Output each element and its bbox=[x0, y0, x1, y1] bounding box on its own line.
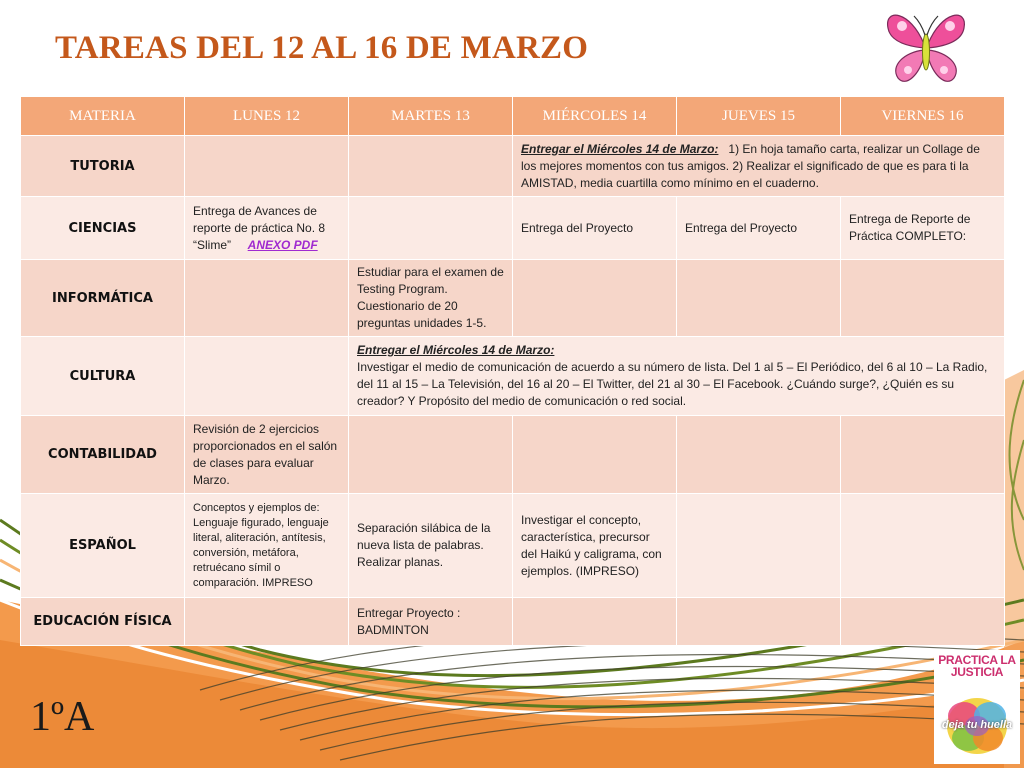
table-cell bbox=[349, 136, 513, 197]
table-cell bbox=[185, 494, 349, 598]
table-row bbox=[21, 416, 1005, 494]
task-text: 1) En hoja tamaño carta, realizar un Collage de los mejores momentos con tus amigos. 2) Realizar el significado de que es para ti la AMISTAD, media cuartilla como mínimo en el cuaderno. bbox=[521, 141, 980, 190]
table-cell bbox=[349, 197, 513, 260]
table-cell bbox=[185, 197, 349, 260]
task-text: Entrega de Reporte de Práctica COMPLETO: bbox=[849, 212, 971, 243]
table-row bbox=[21, 494, 1005, 598]
table-cell bbox=[513, 416, 677, 494]
task-text: Separación silábica de la nueva lista de palabras. Realizar planas. bbox=[357, 521, 491, 569]
column-header: VIERNES 16 bbox=[841, 97, 1005, 136]
table-cell bbox=[349, 416, 513, 494]
task-text: Conceptos y ejemplos de: Lenguaje figurado, lenguaje literal, aliteración, antítesis, conversión, metáfora, retruécano símil o comparación. IMPRESO bbox=[193, 501, 329, 589]
homework-table bbox=[20, 96, 1005, 646]
subject-cell: INFORMÁTICA bbox=[21, 260, 185, 337]
column-header: MARTES 13 bbox=[349, 97, 513, 136]
task-text: Entregar Proyecto : BADMINTON bbox=[357, 605, 461, 637]
task-text: Estudiar para el examen de Testing Program. Cuestionario de 20 preguntas unidades 1-5. bbox=[357, 265, 504, 330]
table-cell bbox=[841, 197, 1005, 260]
table-row bbox=[21, 260, 1005, 337]
table-header-row bbox=[21, 97, 1005, 136]
table-cell bbox=[841, 598, 1005, 646]
task-text: Investigar el medio de comunicación de acuerdo a su número de lista. Del 1 al 5 – El Periódico, del 6 al 10 – La Radio, del 11 al 15 – La Televisión, del 16 al 20 – El Twitter, del 21 al 30 – El Facebook. ¿Cuándo surge?, ¿Quién es su creador? Y Propósito del medio de comunicación o red social. bbox=[357, 360, 988, 408]
logo-title: PRACTICA LA JUSTICIA bbox=[938, 653, 1016, 679]
table-cell bbox=[349, 337, 1005, 416]
column-header: MATERIA bbox=[21, 97, 185, 136]
table-cell bbox=[185, 598, 349, 646]
task-text: Entrega del Proyecto bbox=[685, 220, 798, 235]
task-text: Entrega de Avances de reporte de práctica No. 8 “Slime” bbox=[193, 203, 326, 252]
subject-cell: EDUCACIÓN FÍSICA bbox=[21, 598, 185, 646]
table-cell bbox=[513, 260, 677, 337]
column-header: MIÉRCOLES 14 bbox=[513, 97, 677, 136]
group-label: 1ºA bbox=[30, 694, 95, 740]
subject-cell: TUTORIA bbox=[21, 136, 185, 197]
subject-cell: CONTABILIDAD bbox=[21, 416, 185, 494]
task-text: Investigar el concepto, característica, precursor del Haikú y caligrama, con ejemplos. (IMPRESO) bbox=[521, 512, 662, 578]
table-cell bbox=[349, 598, 513, 646]
table-cell bbox=[349, 260, 513, 337]
table-cell bbox=[677, 260, 841, 337]
subject-cell: CIENCIAS bbox=[21, 197, 185, 260]
table-cell bbox=[185, 337, 349, 416]
table-cell bbox=[513, 136, 1005, 197]
table-cell bbox=[841, 260, 1005, 337]
table-cell bbox=[513, 494, 677, 598]
table-cell bbox=[677, 416, 841, 494]
task-text: Revisión de 2 ejercicios proporcionados en el salón de clases para evaluar Marzo. bbox=[193, 421, 338, 487]
table-row bbox=[21, 598, 1005, 646]
table-cell bbox=[349, 494, 513, 598]
table-cell bbox=[513, 598, 677, 646]
table-row bbox=[21, 337, 1005, 416]
subject-cell: ESPAÑOL bbox=[21, 494, 185, 598]
table-cell bbox=[513, 197, 677, 260]
table-row bbox=[21, 197, 1005, 260]
table-cell bbox=[677, 598, 841, 646]
table-cell bbox=[841, 416, 1005, 494]
task-text: Entrega del Proyecto bbox=[521, 220, 634, 235]
subject-cell: CULTURA bbox=[21, 337, 185, 416]
page-title: TAREAS DEL 12 AL 16 DE MARZO bbox=[55, 30, 589, 66]
table-row bbox=[21, 136, 1005, 197]
practica-la-justicia-logo bbox=[934, 650, 1020, 764]
table-cell bbox=[841, 494, 1005, 598]
table-cell bbox=[185, 416, 349, 494]
table-cell bbox=[185, 260, 349, 337]
table-cell bbox=[677, 197, 841, 260]
deadline-label: Entregar el Miércoles 14 de Marzo: bbox=[357, 343, 555, 357]
table-cell bbox=[185, 136, 349, 197]
column-header: JUEVES 15 bbox=[677, 97, 841, 136]
annex-pdf-link[interactable]: ANEXO PDF bbox=[247, 237, 318, 252]
logo-tagline: deja tu huella bbox=[941, 719, 1013, 731]
deadline-label: Entregar el Miércoles 14 de Marzo: bbox=[521, 141, 719, 156]
table-cell bbox=[677, 494, 841, 598]
column-header: LUNES 12 bbox=[185, 97, 349, 136]
butterfly-icon bbox=[880, 4, 972, 96]
